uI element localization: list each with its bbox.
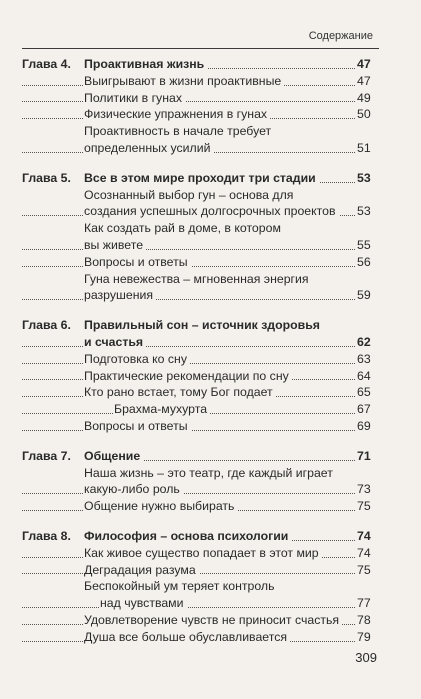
toc-entry[interactable]: Политики в гунах 49 [22, 90, 379, 107]
header-rule [22, 48, 379, 49]
page-ref: 78 [355, 612, 379, 629]
toc-entry-line[interactable]: Проактивность в начале требует [22, 123, 379, 140]
page-ref: 51 [355, 140, 379, 157]
page-ref: 55 [355, 237, 379, 254]
chapter-label: Глава 8. [22, 528, 71, 543]
chapter-title[interactable] [22, 317, 379, 334]
chapter-title[interactable] [22, 170, 379, 187]
chapter-title[interactable] [22, 448, 379, 465]
toc-entry[interactable]: над чувствами 77 [22, 595, 379, 612]
page-ref: 63 [355, 351, 379, 368]
page-ref: 47 [355, 56, 379, 73]
page-ref: 62 [355, 334, 379, 351]
chapter-label: Глава 5. [22, 170, 71, 185]
toc-entry[interactable]: Деградация разума 75 [22, 562, 379, 579]
toc-entry[interactable]: разрушения 59 [22, 287, 379, 304]
toc-entry[interactable]: Удовлетворение чувств не приносит счастья 78 [22, 612, 379, 629]
toc-entry[interactable]: Общение нужно выбирать 75 [22, 498, 379, 515]
toc-entry[interactable]: определенных усилий 51 [22, 140, 379, 157]
chapter-4 [22, 56, 379, 157]
chapter-label: Глава 7. [22, 448, 71, 463]
toc-entry[interactable]: Брахма-мухурта 67 [22, 401, 379, 418]
page-ref: 69 [355, 418, 379, 435]
table-of-contents [22, 56, 379, 659]
toc-entry[interactable]: какую-либо роль 73 [22, 481, 379, 498]
toc-entry-line[interactable]: Как создать рай в доме, в котором [22, 220, 379, 237]
page-ref: 77 [355, 595, 379, 612]
page-ref: 73 [355, 481, 379, 498]
chapter-label: Глава 6. [22, 318, 71, 333]
page-ref: 75 [355, 498, 379, 515]
toc-entry[interactable]: Как живое существо попадает в этот мир 74 [22, 545, 379, 562]
toc-entry[interactable]: Физические упражнения в гунах 50 [22, 106, 379, 123]
toc-entry[interactable]: Выигрывают в жизни проактивные 47 [22, 73, 379, 90]
toc-entry-line[interactable]: Наша жизнь – это театр, где каждый играет [22, 465, 379, 482]
toc-entry[interactable]: Вопросы и ответы 56 [22, 254, 379, 271]
page-ref: 59 [355, 287, 379, 304]
page-ref: 49 [355, 90, 379, 107]
chapter-name: Философия – основа психологии [84, 528, 289, 543]
toc-entry[interactable]: Практические рекомендации по сну 64 [22, 368, 379, 385]
toc-entry-line[interactable]: Беспокойный ум теряет контроль [22, 578, 379, 595]
chapter-name: Правильный сон – источник здоровья [84, 318, 320, 333]
chapter-5 [22, 170, 379, 304]
toc-entry-line[interactable]: Гуна невежества – мгновенная энергия [22, 271, 379, 288]
chapter-7 [22, 448, 379, 515]
chapter-label: Глава 4. [22, 57, 71, 71]
page-ref: 74 [355, 545, 379, 562]
page-ref: 75 [355, 562, 379, 579]
page-ref: 56 [355, 254, 379, 271]
toc-entry[interactable]: Душа все больше обуславливается 79 [22, 629, 379, 646]
page-ref: 50 [355, 106, 379, 123]
running-header: Содержание [308, 30, 373, 42]
chapter-8 [22, 528, 379, 646]
page-ref: 64 [355, 368, 379, 385]
toc-entry[interactable]: создания успешных долгосрочных проектов 53 [22, 203, 379, 220]
page-ref: 47 [355, 73, 379, 90]
page-number: 309 [355, 650, 377, 665]
toc-entry[interactable]: Подготовка ко сну 63 [22, 351, 379, 368]
chapter-title[interactable] [22, 56, 379, 73]
page-ref: 79 [355, 629, 379, 646]
page-ref: 53 [355, 170, 379, 187]
page-ref: 71 [355, 448, 379, 465]
page-ref: 67 [355, 401, 379, 418]
page-ref: 53 [355, 203, 379, 220]
chapter-name: Общение [84, 448, 141, 463]
toc-entry[interactable]: Кто рано встает, тому Бог подает 65 [22, 384, 379, 401]
toc-entry[interactable]: Вопросы и ответы 69 [22, 418, 379, 435]
page-ref: 74 [355, 528, 379, 545]
toc-entry[interactable]: вы живете 55 [22, 237, 379, 254]
toc-entry-line[interactable]: Осознанный выбор гун – основа для [22, 187, 379, 204]
chapter-name: Все в этом мире проходит три стадии [84, 170, 316, 185]
chapter-title-continued[interactable]: и счастья 62 [22, 334, 379, 351]
chapter-name: Проактивная жизнь [84, 57, 205, 71]
chapter-title[interactable] [22, 528, 379, 545]
page-ref: 65 [355, 384, 379, 401]
chapter-6 [22, 317, 379, 435]
